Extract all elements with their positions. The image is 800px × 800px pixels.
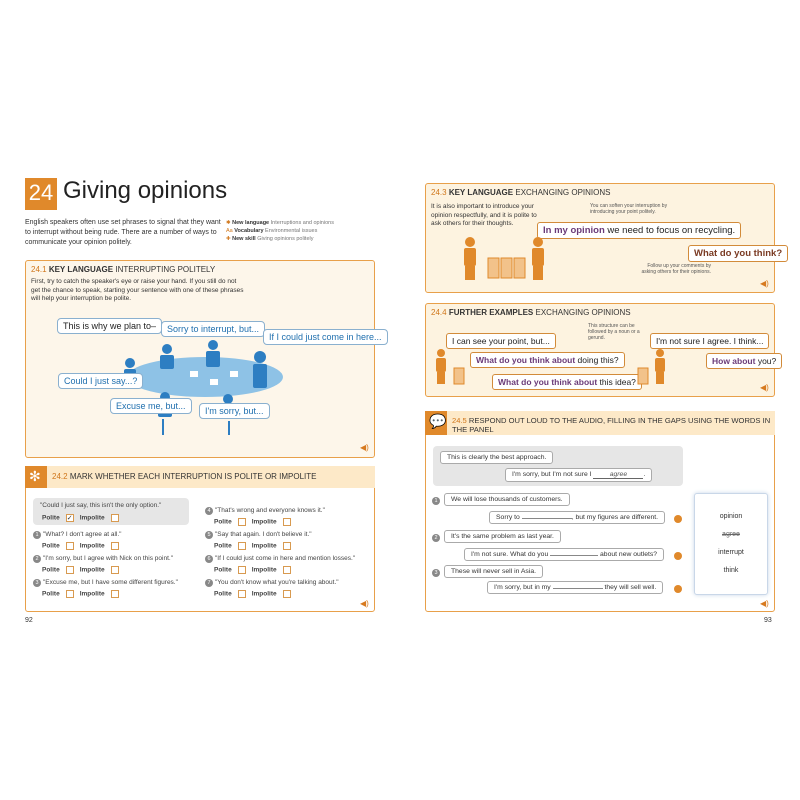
- bubble-post: you?: [755, 356, 777, 366]
- speaker-icon[interactable]: ◀): [760, 599, 769, 608]
- person-legs: [656, 372, 664, 384]
- section-number: 24.2: [52, 472, 68, 481]
- page-number-left: 92: [25, 617, 33, 624]
- response-pre: I'm sorry, but in my: [494, 584, 551, 591]
- item-number: 7: [205, 579, 213, 587]
- bubble-rest: we need to focus on recycling.: [604, 225, 736, 236]
- item-number: 6: [205, 555, 213, 563]
- person-icon: [208, 340, 218, 350]
- speaker-icon[interactable]: ◀): [760, 279, 769, 288]
- item-options: [214, 542, 297, 550]
- polite-label: Polite: [214, 542, 232, 550]
- person-icon: [533, 237, 543, 247]
- meta-value: Giving opinions politely: [257, 236, 314, 242]
- section-number: 24.1: [31, 265, 47, 274]
- item-options: [42, 590, 125, 598]
- panel-24-5-heading: [452, 416, 772, 434]
- chair-leg: [162, 419, 164, 435]
- meta-label: New language: [232, 220, 270, 226]
- speaker-circle: [674, 515, 682, 523]
- impolite-label: Impolite: [79, 542, 105, 550]
- heading-rest: EXCHANGING OPINIONS: [535, 308, 631, 317]
- person-icon: [656, 349, 664, 357]
- meta-label: Vocabulary: [234, 228, 264, 234]
- speech-icon: 💬: [429, 413, 447, 429]
- meta-value: Environmental issues: [265, 228, 318, 234]
- answer-gap[interactable]: [553, 588, 603, 589]
- polite-label: Polite: [42, 566, 60, 574]
- answer-gap: agree: [593, 471, 643, 479]
- heading-bold: KEY LANGUAGE: [48, 265, 114, 274]
- item-number: 2: [33, 555, 41, 563]
- word-panel: [694, 493, 768, 595]
- response-pre: Sorry to: [496, 514, 520, 521]
- item-number: 2: [432, 534, 440, 542]
- new-language-icon: ✱: [226, 220, 233, 226]
- chapter-number: 24: [28, 180, 54, 205]
- meta-item: [226, 227, 366, 235]
- gear-icon: ✻: [29, 468, 41, 484]
- impolite-label: Impolite: [79, 566, 105, 574]
- section-number: 24.5: [452, 416, 467, 425]
- bubble-bold: What do you think?: [694, 248, 783, 259]
- meta-list: [226, 219, 366, 243]
- example-bubble: [492, 374, 642, 390]
- section-number: 24.4: [431, 308, 447, 317]
- polite-label: Polite: [214, 590, 232, 598]
- item-options: [214, 590, 297, 598]
- heading-text: MARK WHETHER EACH INTERRUPTION IS POLITE OR IMPOLITE: [69, 472, 317, 481]
- bubble-main-speaker: This is why we plan to–: [57, 318, 162, 334]
- impolite-checkbox[interactable]: [283, 590, 291, 598]
- person-icon: [254, 351, 266, 363]
- bubble-bold: What do you think about: [476, 355, 576, 365]
- vocabulary-icon: Aa: [226, 228, 235, 234]
- page-number-right: 93: [764, 617, 772, 624]
- response-pre: I'm sorry, but I'm not sure I: [512, 471, 592, 478]
- impolite-checkbox[interactable]: [111, 590, 119, 598]
- note-structure: This structure can be followed by a noun or a gerund.: [588, 323, 640, 341]
- speaker-circle: [674, 585, 682, 593]
- polite-label: Polite: [214, 566, 232, 574]
- example-response: [505, 468, 652, 482]
- person-body: [160, 355, 174, 369]
- person-icon: [125, 358, 135, 368]
- person-body: [655, 358, 665, 372]
- person-legs: [437, 372, 445, 384]
- item-number: 1: [33, 531, 41, 539]
- item-text: "I'm sorry, but I agree with Nick on this point.": [43, 555, 174, 562]
- heading-rest: INTERRUPTING POLITELY: [115, 265, 216, 274]
- meta-item: [226, 235, 366, 243]
- panel-24-3-body: It is also important to introduce your opinion respectfully, and it is polite to ask others for their thoughts.: [431, 203, 537, 227]
- heading-text: RESPOND OUT LOUD TO THE AUDIO, FILLING IN THE GAPS USING THE WORDS IN THE PANEL: [452, 416, 771, 434]
- impolite-label: Impolite: [79, 514, 105, 522]
- heading-bold: KEY LANGUAGE: [448, 188, 514, 197]
- speaker-icon[interactable]: ◀): [360, 599, 369, 608]
- speaker-circle: [674, 552, 682, 560]
- example-options: [42, 514, 125, 522]
- person-icon: [437, 349, 445, 357]
- item-text: "You don't know what you're talking about.": [215, 579, 339, 586]
- recycle-bin: [454, 368, 464, 384]
- person-icon: [465, 237, 475, 247]
- item-text: "Excuse me, but I have some different figures.": [43, 579, 178, 586]
- impolite-label: Impolite: [251, 566, 277, 574]
- paper: [230, 371, 238, 377]
- heading-bold: FURTHER EXAMPLES: [448, 308, 534, 317]
- item-number: 4: [205, 507, 213, 515]
- panel-24-1-heading: [31, 265, 215, 274]
- response-post: they will sell well.: [604, 584, 657, 591]
- discussion-illustration-left: [432, 348, 468, 388]
- polite-checkbox[interactable]: ✓: [66, 515, 73, 522]
- impolite-checkbox[interactable]: [111, 514, 119, 522]
- person-legs: [533, 266, 543, 280]
- item-prompt: It's the same problem as last year.: [444, 530, 561, 543]
- answer-gap[interactable]: [550, 555, 598, 556]
- example-bubble: [446, 333, 556, 349]
- impolite-checkbox[interactable]: [283, 518, 291, 526]
- impolite-checkbox[interactable]: [283, 542, 291, 550]
- recycle-bin: [501, 258, 512, 278]
- impolite-checkbox[interactable]: [283, 566, 291, 574]
- chapter-title: Giving opinions: [63, 177, 228, 204]
- recycling-illustration: [460, 236, 552, 284]
- impolite-label: Impolite: [251, 590, 277, 598]
- item-prompt: These will never sell in Asia.: [444, 565, 543, 578]
- bubble-interruption: Sorry to interrupt, but...: [161, 321, 265, 337]
- item-options: [42, 566, 125, 574]
- polite-checkbox[interactable]: [238, 590, 246, 598]
- speaker-icon[interactable]: ◀): [760, 383, 769, 392]
- bubble-pre: I can see your point, but...: [452, 336, 550, 346]
- item-prompt: We will lose thousands of customers.: [444, 493, 570, 506]
- example-prompt: This is clearly the best approach.: [440, 451, 553, 464]
- example-text: "Could I just say, this isn't the only option.": [40, 502, 162, 509]
- item-options: [42, 542, 125, 550]
- item-number: 3: [432, 569, 440, 577]
- item-response: [489, 511, 665, 524]
- item-text: "What? I don't agree at all.": [43, 531, 122, 538]
- opinion-bubble: [537, 222, 741, 239]
- item-response: [487, 581, 663, 594]
- recycle-bin: [514, 258, 525, 278]
- response-post: .: [643, 471, 646, 478]
- bubble-interruption: Could I just say...?: [58, 373, 143, 389]
- impolite-label: Impolite: [251, 518, 277, 526]
- panel-24-1-body: First, try to catch the speaker's eye or raise your hand. If you still do not get the chance to speak, starting your sentence with one of these phrases will help your interruption be polite.: [31, 278, 244, 302]
- question-bubble: [688, 245, 788, 262]
- discussion-illustration-right: [636, 348, 672, 388]
- person-legs: [465, 266, 475, 280]
- bubble-interruption: Excuse me, but...: [110, 398, 192, 414]
- bubble-bold: In my opinion: [543, 225, 605, 236]
- response-post: , but my figures are different.: [571, 514, 659, 521]
- item-options: [214, 518, 297, 526]
- person-body: [464, 248, 476, 266]
- item-text: "If I could just come in here and mention losses.": [215, 555, 356, 562]
- paper: [210, 379, 218, 385]
- item-text: "Say that again. I don't believe it.": [215, 531, 312, 538]
- section-number: 24.3: [431, 188, 447, 197]
- polite-label: Polite: [214, 518, 232, 526]
- response-post: about new outlets?: [600, 551, 658, 558]
- polite-label: Polite: [42, 590, 60, 598]
- polite-checkbox[interactable]: [238, 518, 246, 526]
- bubble-pre: I'm not sure I agree. I think...: [656, 336, 764, 346]
- meta-item: [226, 219, 366, 227]
- person-body: [253, 364, 267, 388]
- panel-24-2-heading: [52, 472, 317, 481]
- word-option: interrupt: [718, 549, 744, 556]
- person-body: [436, 358, 446, 372]
- polite-checkbox[interactable]: [66, 590, 74, 598]
- person-body: [206, 351, 220, 367]
- example-bubble: [650, 333, 769, 349]
- bubble-post: doing this?: [575, 355, 619, 365]
- bubble-bold: What do you think about: [498, 377, 598, 387]
- bubble-interruption: I'm sorry, but...: [199, 403, 270, 419]
- recycle-bin: [488, 258, 499, 278]
- impolite-checkbox[interactable]: [111, 566, 119, 574]
- polite-checkbox[interactable]: [238, 542, 246, 550]
- impolite-checkbox[interactable]: [111, 542, 119, 550]
- meta-label: New skill: [232, 236, 256, 242]
- person-icon: [162, 344, 172, 354]
- example-bubble: [706, 353, 782, 369]
- word-option: opinion: [719, 513, 743, 520]
- polite-label: Polite: [42, 514, 60, 522]
- bubble-post: this idea?: [597, 377, 636, 387]
- intro-text: English speakers often use set phrases to signal that they want to interrupt without being rude. There are a number of ways to communicate your opinion politely.: [25, 219, 221, 246]
- skill-icon: ✚: [226, 236, 233, 242]
- bubble-bold: How about: [712, 356, 756, 366]
- item-response: [464, 548, 664, 561]
- example-bubble: [470, 352, 625, 368]
- item-number: 3: [33, 579, 41, 587]
- word-option-used: agree: [722, 531, 740, 538]
- polite-checkbox[interactable]: [66, 542, 74, 550]
- meta-value: Interruptions and opinions: [270, 220, 334, 226]
- word-option: think: [723, 567, 739, 574]
- bubble-interruption: If I could just come in here...: [263, 329, 388, 345]
- chair-leg: [228, 421, 230, 435]
- heading-rest: EXCHANGING OPINIONS: [515, 188, 611, 197]
- note-bottom: Follow up your comments by asking others for their opinions.: [641, 263, 711, 275]
- person-body: [532, 248, 544, 266]
- item-options: [214, 566, 297, 574]
- item-number: 1: [432, 497, 440, 505]
- impolite-label: Impolite: [251, 542, 277, 550]
- item-number: 5: [205, 531, 213, 539]
- polite-checkbox[interactable]: [238, 566, 246, 574]
- item-text: "That's wrong and everyone knows it.": [215, 507, 325, 514]
- note-top: You can soften your interruption by introducing your point politely.: [590, 203, 668, 215]
- speaker-icon[interactable]: ◀): [360, 443, 369, 452]
- polite-label: Polite: [42, 542, 60, 550]
- panel-24-3-heading: [431, 188, 610, 197]
- response-pre: I'm not sure. What do you: [471, 551, 549, 558]
- polite-checkbox[interactable]: [66, 566, 74, 574]
- impolite-label: Impolite: [79, 590, 105, 598]
- recycle-bin: [638, 368, 648, 384]
- panel-24-4-heading: [431, 308, 631, 317]
- paper: [190, 371, 198, 377]
- answer-gap[interactable]: [522, 518, 572, 519]
